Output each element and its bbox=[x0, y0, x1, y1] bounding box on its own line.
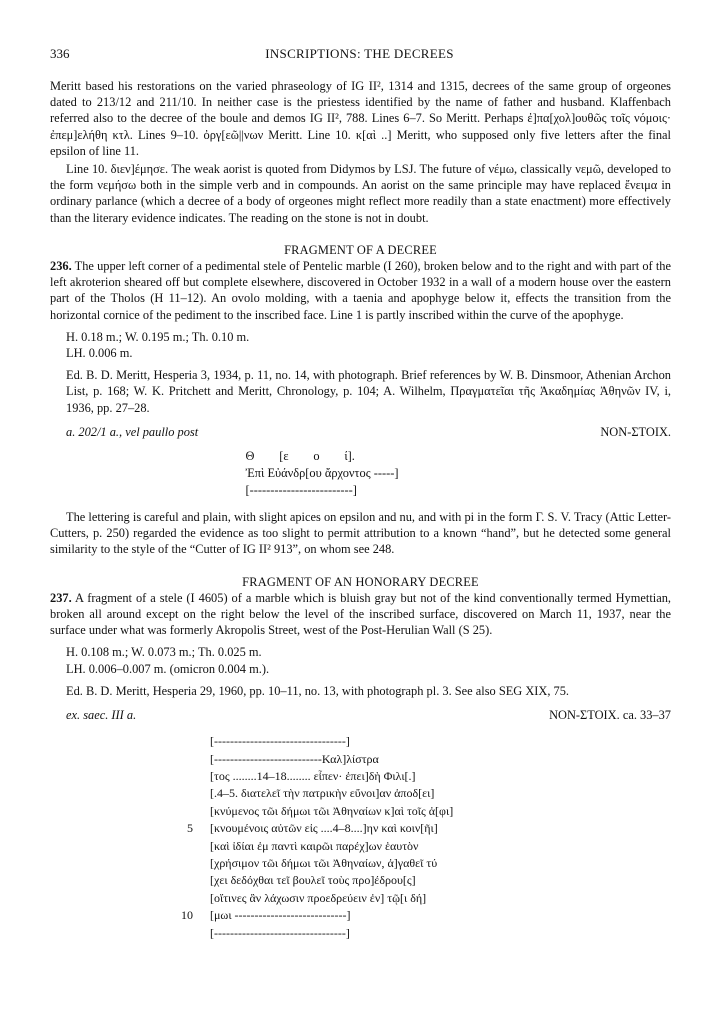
inscription-line bbox=[50, 907, 671, 924]
edition-237: Ed. B. D. Meritt, Hesperia 29, 1960, pp. 10–11, no. 13, with photograph pl. 3. See also SEG XIX, 75. bbox=[66, 683, 570, 698]
date-line-237 bbox=[50, 707, 671, 723]
entry-number-237: 237. bbox=[50, 590, 72, 605]
page-number: 336 bbox=[50, 46, 70, 61]
date-236: a. 202/1 a., vel paullo post bbox=[66, 424, 199, 439]
section-title-236: FRAGMENT OF A DECREE bbox=[284, 242, 437, 257]
date-237: ex. saec. III a. bbox=[66, 708, 137, 723]
inscription-line bbox=[50, 768, 671, 785]
entry-description-237 bbox=[50, 590, 671, 639]
entry-number-236: 236. bbox=[50, 259, 72, 274]
line-text: [κνουμένοις αὐτῶν εἰς ....4–8....]ην καὶ κοιν[ῆι] bbox=[210, 821, 438, 836]
inscription-text-237 bbox=[50, 733, 671, 942]
line-text: [.4–5. διατελεῖ τὴν πατρικὴν εὔνοι]αν ἀποδ[ει] bbox=[210, 786, 435, 801]
letter-height-236: LH. 0.006 m. bbox=[66, 346, 133, 361]
running-title: INSCRIPTIONS: THE DECREES bbox=[265, 46, 454, 61]
line-number: 10 bbox=[181, 908, 193, 923]
line-number: 5 bbox=[187, 821, 193, 836]
page-body bbox=[50, 78, 671, 942]
note-paragraph-1: Meritt based his restorations on the varied phraseology of IG II², 1314 and 1315, decrees of the same group of orgeones dated to 213/12 and 211/10. In neither case is the priestess identified by the name of father and husband. Klaffenbach referred also to the decree of the boule and demos IG II², 788. Lines 6–7. So Meritt. Perhaps ἐ]πα[χολ]ουθῶς τοῖς νόμοις· ἐπεμ]ελήθη κτλ. Lines 9–10. ὀργ[εῶ||νων Meritt. Line 10. κ[αὶ ..] Meritt, who supposed only five letters after the final epsilon of line 11. bbox=[50, 79, 671, 158]
commentary-236: The lettering is careful and plain, with slight apices on epsilon and nu, and with pi in the form Γ. S. V. Tracy (Attic Letter-Cutters, p. 250) regarded the evidence as too slight to permit attribution to a known “hand”, but he detected some general similarity to the style of the “Cutter of IG II² 913”, on whom see 248. bbox=[50, 510, 671, 557]
entry-description-236 bbox=[50, 258, 671, 323]
entry-text-236: The upper left corner of a pedimental stele of Pentelic marble (I 260), broken below and to the right and with part of the left akroterion sheared off but complete elsewhere, discovered in October 1932 in a wall of a modern house over the eastern part of the Tholos (H 11–12). An ovolo molding, with a taenia and apophyge below it, effects the transition from the horizontal cornice of the pediment to the inscribed face. Line 1 is partly inscribed within the curve of the apophyge. bbox=[50, 259, 671, 322]
inscription-line bbox=[50, 890, 671, 907]
line-text: [---------------------------------] bbox=[210, 734, 350, 749]
line-text: [---------------------------------] bbox=[210, 925, 350, 940]
date-line-236 bbox=[50, 424, 671, 440]
inscription-line: [-------------------------] bbox=[245, 483, 357, 498]
inscription-line bbox=[50, 733, 671, 750]
inscription-line bbox=[50, 855, 671, 872]
entry-text-237: A fragment of a stele (I 4605) of a marble which is bluish gray but not of the kind conventionally termed Hymettian, broken all around except on the right below the level of the inscribed surface, discovered on March 11, 1937, near the surface under what was formerly Akropolis Street, west of the Post-Herulian Wall (S 25). bbox=[50, 590, 671, 638]
line-text: [χει δεδόχθαι τεῖ βουλεῖ τοὺς προ]έδρου[ς] bbox=[210, 873, 416, 888]
inscription-line bbox=[50, 820, 671, 837]
note-paragraph-2: Line 10. διεν]έμησε. The weak aorist is quoted from Didymos by LSJ. The future of νέμω, classically νεμῶ, developed to the form νεμήσω both in the simple verb and in compounds. An aorist on the same principle may have replaced ἔνειμα in ordinary parlance (which a decree of a body of orgeones might reflect more readily than a state enactment) more effectively than the literary evidence indicates. The reading on the stone is not in doubt. bbox=[50, 162, 671, 225]
section-title-237: FRAGMENT OF AN HONORARY DECREE bbox=[242, 574, 479, 589]
line-text: [κνύμενος τῶι δήμωι τῶι Ἀθηναίων κ]αὶ τοῖς ἀ[φι] bbox=[210, 803, 454, 818]
dimensions-236: H. 0.18 m.; W. 0.195 m.; Th. 0.10 m. bbox=[66, 329, 250, 344]
inscription-line bbox=[50, 803, 671, 820]
edition-236: Ed. B. D. Meritt, Hesperia 3, 1934, p. 11, no. 14, with photograph. Brief references by W. B. Dinsmoor, Athenian Archon List, p. 168; W. K. Pritchett and Meritt, Chronology, p. 104; A. Wilhelm, Πραγματεῖαι τῆς Ἀκαδημίας Ἀθηνῶν IV, i, 1936, pp. 27–28. bbox=[66, 368, 671, 415]
letter-height-237: LH. 0.006–0.007 m. (omicron 0.004 m.). bbox=[66, 661, 270, 676]
line-text: [καὶ ἰδίαι ἐμ παντὶ καιρῶι παρέχ]ων ἑαυτὸν bbox=[210, 838, 419, 853]
inscription-line bbox=[50, 925, 671, 942]
line-text: [οἵτινες ἂν λάχωσιν προεδρεύειν ἐν] τῷ[ι δή] bbox=[210, 890, 427, 905]
inscription-line: Ἐπὶ Εὐάνδρ[ου ἄρχοντος -----] bbox=[245, 466, 399, 481]
line-text: [χρήσιμον τῶι δήμωι τῶι Ἀθηναίων, ἀ]γαθεῖ τύ bbox=[210, 856, 438, 871]
running-header bbox=[50, 46, 669, 66]
inscription-line bbox=[50, 872, 671, 889]
inscription-line bbox=[50, 751, 671, 768]
inscription-line bbox=[50, 785, 671, 802]
style-237: NON-ΣΤΟΙΧ. ca. 33–37 bbox=[549, 708, 671, 723]
inscription-text-236 bbox=[246, 448, 476, 499]
line-text: [μωι ----------------------------] bbox=[210, 908, 351, 923]
style-236: NON-ΣΤΟΙΧ. bbox=[600, 424, 671, 439]
inscription-line: Θ [ε ο ί]. bbox=[245, 449, 355, 464]
inscription-line bbox=[50, 838, 671, 855]
line-text: [---------------------------Καλ]λίστρα bbox=[210, 751, 379, 766]
line-text: [τος ........14–18........ εἶπεν· ἐπει]δὴ Φιλι[.] bbox=[210, 769, 416, 784]
dimensions-237: H. 0.108 m.; W. 0.073 m.; Th. 0.025 m. bbox=[66, 645, 262, 660]
